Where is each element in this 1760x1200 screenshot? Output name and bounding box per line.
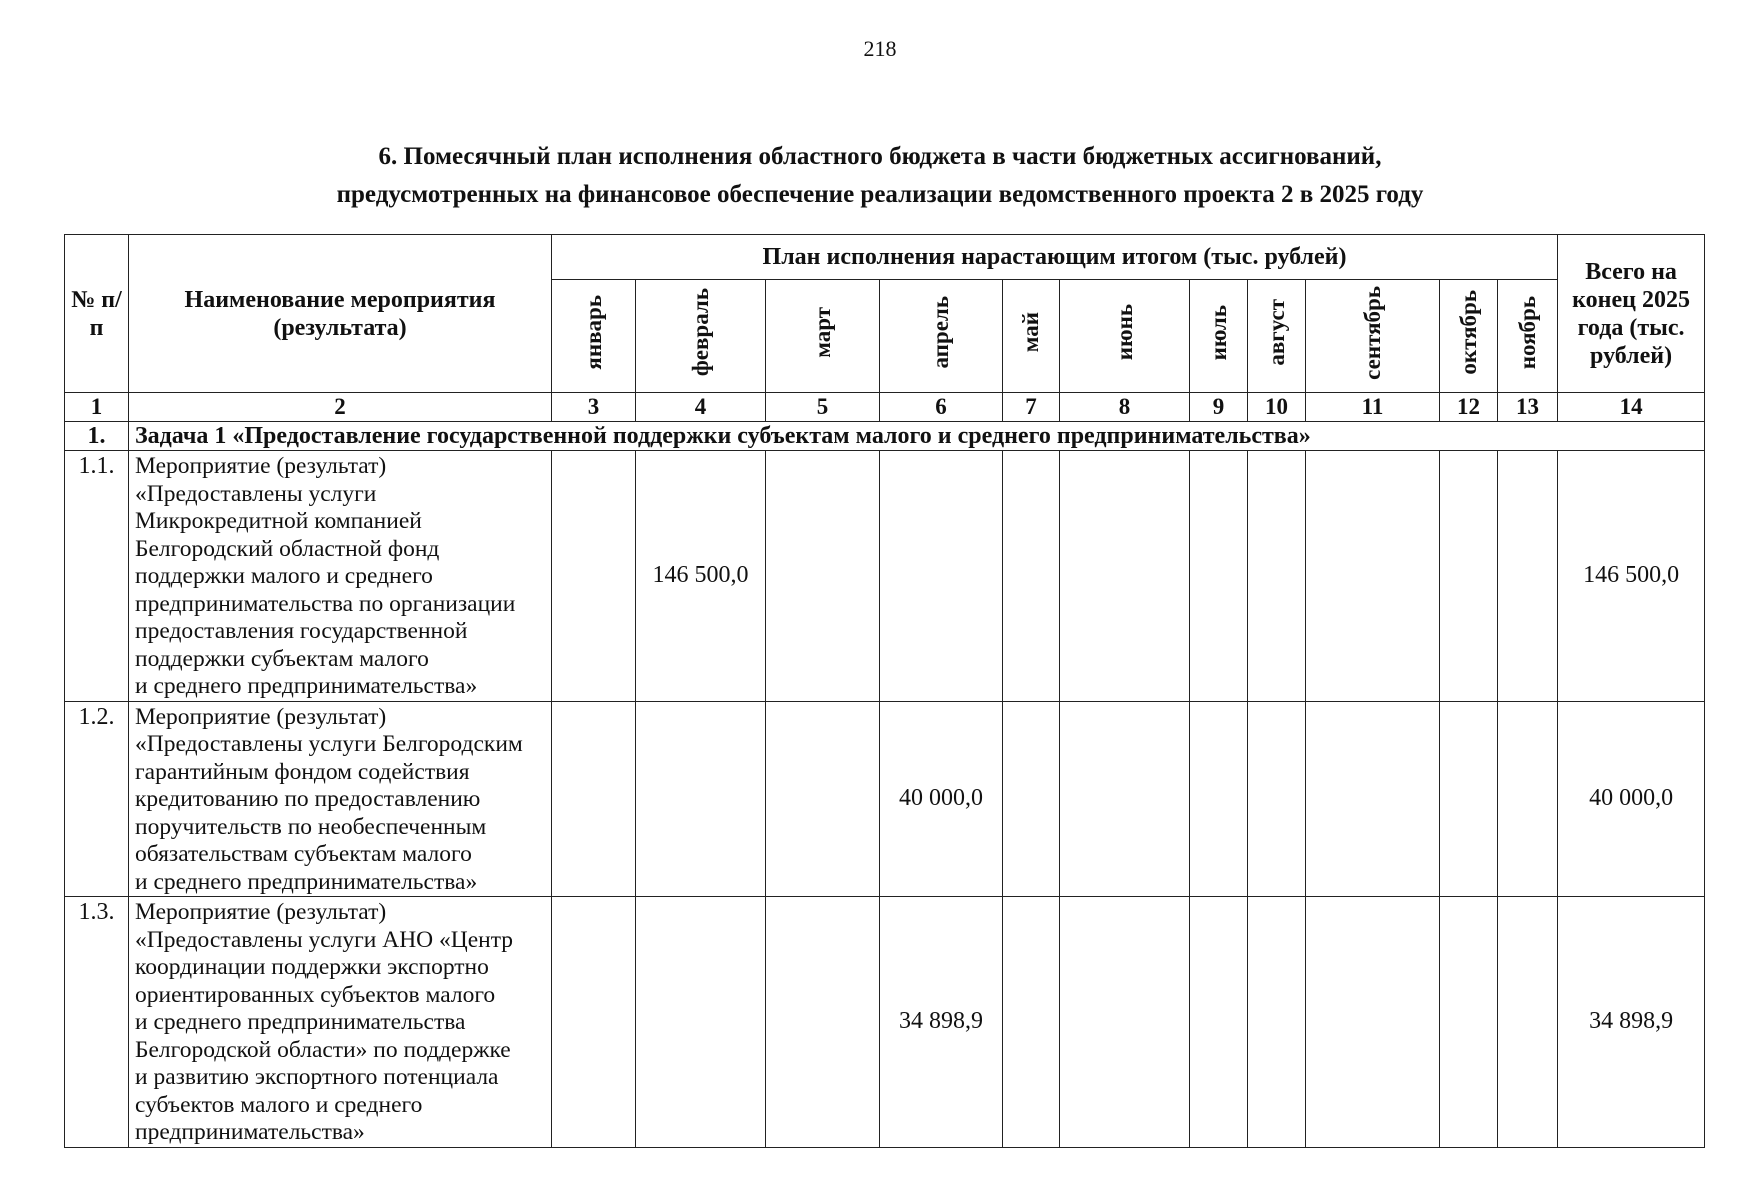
row-name-line: поддержки малого и среднего: [135, 563, 433, 589]
column-number: 13: [1498, 393, 1558, 422]
row-name: [129, 897, 552, 1148]
column-number: 7: [1003, 393, 1060, 422]
row-name-line: и среднего предпринимательства»: [135, 868, 478, 895]
month-value: [1440, 701, 1498, 897]
month-value: [1248, 451, 1306, 702]
month-value: 146 500,0: [636, 451, 766, 702]
header-month: [1190, 280, 1248, 393]
month-value: [1306, 897, 1440, 1148]
month-value: [1248, 897, 1306, 1148]
page-number: 218: [863, 36, 897, 61]
row-name: [129, 451, 552, 702]
month-value: [636, 701, 766, 897]
month-value: [1306, 701, 1440, 897]
month-value: [1190, 701, 1248, 897]
row-name-line: Белгородский областной фонд: [135, 535, 440, 562]
column-number: 11: [1306, 393, 1440, 422]
month-value: [1498, 897, 1558, 1148]
row-name-line: кредитованию по предоставлению: [135, 786, 481, 812]
row-name-line: и развитию экспортного потенциала: [135, 1064, 499, 1090]
row-name-line: Мероприятие (результат): [135, 899, 387, 925]
month-value: [1306, 451, 1440, 702]
month-value: 40 000,0: [880, 701, 1003, 897]
row-name-line: обязательствам субъектам малого: [135, 841, 472, 867]
month-value: 34 898,9: [880, 897, 1003, 1148]
column-number: 12: [1440, 393, 1498, 422]
task-title: Задача 1 «Предоставление государственной поддержки субъектам малого и среднего предпринимательства»: [129, 422, 1705, 451]
row-name-line: гарантийным фондом содействия: [135, 758, 470, 785]
header-month: [1440, 280, 1498, 393]
header-total: Всего на конец 2025 года (тыс. рублей): [1558, 235, 1705, 393]
row-name-line: Мероприятие (результат): [135, 453, 387, 479]
task-row: [65, 422, 1705, 451]
row-name-line: «Предоставлены услуги Белгородским: [135, 731, 523, 757]
month-value: [1498, 451, 1558, 702]
document-title: [0, 138, 1760, 214]
column-number: 14: [1558, 393, 1705, 422]
header-month: [880, 280, 1003, 393]
title-line-1: 6. Помесячный план исполнения областного бюджета в части бюджетных ассигнований,: [378, 143, 1382, 170]
row-number: 1.1.: [65, 451, 129, 702]
row-name-line: Микрокредитной компанией: [135, 508, 422, 534]
month-label: июль: [1205, 304, 1231, 361]
month-label: сентябрь: [1359, 285, 1385, 380]
month-label: февраль: [687, 288, 713, 377]
month-value: [552, 897, 636, 1148]
month-label: ноябрь: [1514, 295, 1540, 370]
row-name-line: поручительств по необеспеченным: [135, 813, 487, 840]
row-number: 1.3.: [65, 897, 129, 1148]
row-name-line: ориентированных субъектов малого: [135, 981, 496, 1008]
row-total: 146 500,0: [1558, 451, 1705, 702]
header-month: [766, 280, 880, 393]
header-name: Наименование мероприятия (результата): [129, 235, 552, 393]
month-label: апрель: [928, 296, 953, 369]
month-value: [1003, 451, 1060, 702]
month-value: [766, 451, 880, 702]
month-label: октябрь: [1455, 290, 1481, 375]
month-value: [1060, 897, 1190, 1148]
row-name-line: субъектов малого и среднего: [135, 1091, 423, 1118]
month-value: [1190, 451, 1248, 702]
month-value: [1060, 451, 1190, 702]
header-plan-group: План исполнения нарастающим итогом (тыс. рублей): [552, 235, 1558, 280]
month-value: [766, 897, 880, 1148]
month-value: [636, 897, 766, 1148]
month-label: июнь: [1111, 304, 1137, 361]
month-value: [552, 451, 636, 702]
column-number: 3: [552, 393, 636, 422]
month-label: август: [1263, 299, 1289, 366]
column-number: 6: [880, 393, 1003, 422]
budget-plan-table: [64, 234, 1705, 1148]
row-name-line: «Предоставлены услуги АНО «Центр: [135, 926, 514, 953]
month-value: [766, 701, 880, 897]
column-number: 9: [1190, 393, 1248, 422]
table-row: [65, 897, 1705, 1148]
month-label: май: [1018, 312, 1043, 353]
column-number: 1: [65, 393, 129, 422]
header-month: [1248, 280, 1306, 393]
month-value: [1190, 897, 1248, 1148]
table-row: [65, 701, 1705, 897]
column-numbers-row: [65, 393, 1705, 422]
month-value: [1440, 451, 1498, 702]
task-number: 1.: [65, 422, 129, 451]
table-row: [65, 451, 1705, 702]
header-month: [636, 280, 766, 393]
row-name-line: «Предоставлены услуги: [135, 480, 377, 507]
header-month: [1060, 280, 1190, 393]
header-no: № п/п: [65, 235, 129, 393]
month-value: [1498, 701, 1558, 897]
row-name-line: и среднего предпринимательства: [135, 1009, 466, 1035]
row-name-line: координации поддержки экспортно: [135, 954, 489, 980]
row-name-line: Белгородской области» по поддержке: [135, 1036, 511, 1063]
header-month: [552, 280, 636, 393]
month-value: [1003, 701, 1060, 897]
row-name-line: предоставления государственной: [135, 618, 468, 644]
column-number: 4: [636, 393, 766, 422]
row-name: [129, 701, 552, 897]
month-value: [1248, 701, 1306, 897]
header-month: [1498, 280, 1558, 393]
month-label: март: [809, 307, 835, 358]
row-total: 34 898,9: [1558, 897, 1705, 1148]
column-number: 5: [766, 393, 880, 422]
month-value: [1003, 897, 1060, 1148]
row-name-line: и среднего предпринимательства»: [135, 673, 478, 699]
row-name-line: предпринимательства»: [135, 1119, 365, 1145]
column-number: 2: [129, 393, 552, 422]
row-name-line: поддержки субъектам малого: [135, 645, 429, 672]
header-month: [1003, 280, 1060, 393]
row-name-line: предпринимательства по организации: [135, 590, 516, 617]
month-value: [552, 701, 636, 897]
column-number: 10: [1248, 393, 1306, 422]
title-line-2: предусмотренных на финансовое обеспечение реализации ведомственного проекта 2 в 2025 году: [336, 181, 1424, 208]
row-total: 40 000,0: [1558, 701, 1705, 897]
row-number: 1.2.: [65, 701, 129, 897]
header-month: [1306, 280, 1440, 393]
month-value: [1060, 701, 1190, 897]
month-value: [880, 451, 1003, 702]
column-number: 8: [1060, 393, 1190, 422]
month-label: январь: [580, 295, 606, 370]
month-value: [1440, 897, 1498, 1148]
row-name-line: Мероприятие (результат): [135, 703, 387, 730]
